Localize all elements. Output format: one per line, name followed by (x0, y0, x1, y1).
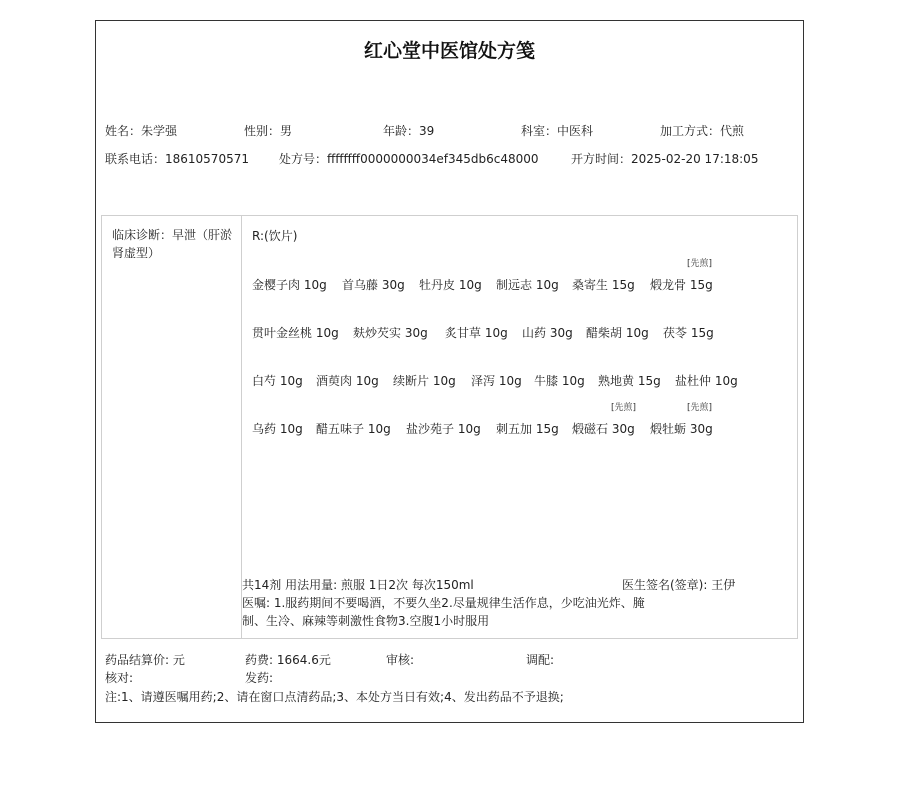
page-title: 红心堂中医馆处方笺 (363, 40, 535, 62)
herb-item: 乌药 10g (252, 422, 303, 436)
issue-field: 发药: (245, 671, 274, 685)
prescription-number: 处方号：ffffffff0000000034ef345db6c48000 (279, 152, 539, 166)
prescription-time: 开方时间：2025-02-20 17:18:05 (571, 152, 759, 166)
herb-note: [先煎] (687, 259, 713, 269)
herb-item: 刺五加 15g (496, 422, 559, 436)
doctor-advice: 医嘱: 1.服药期间不要喝酒，不要久坐2.尽量规律生活作息，少吃油光炸、腌制、生冷、麻辣等刺激性食物3.空腹1小时服用 (242, 596, 645, 628)
review-field: 审核: (386, 653, 415, 667)
herb-item: 牡丹皮 10g (419, 278, 482, 292)
herb-item: 山药 30g (522, 326, 573, 340)
herb-item: 酒萸肉 10g (316, 374, 379, 388)
patient-gender: 性别：男 (244, 124, 293, 138)
settlement-price: 药品结算价: 元 (105, 653, 185, 667)
check-field: 核对: (105, 671, 134, 685)
dispense-field: 调配: (526, 653, 555, 667)
herb-item: 熟地黄 15g (598, 374, 661, 388)
herb-note: [先煎] (687, 403, 713, 413)
herb-item: 煅磁石 30g (572, 422, 635, 436)
herb-item: 牛膝 10g (534, 374, 585, 388)
footer-notice: 注:1、请遵医嘱用药;2、请在窗口点清药品;3、本处方当日有效;4、发出药品不予退换; (105, 690, 564, 704)
herb-item: 贯叶金丝桃 10g (252, 326, 339, 340)
patient-age: 年龄：39 (383, 124, 435, 138)
herb-item: 炙甘草 10g (445, 326, 508, 340)
herb-item: 制远志 10g (496, 278, 559, 292)
doctor-signature: 医生签名(签章): 王伊 (622, 578, 736, 592)
herb-item: 金樱子肉 10g (252, 278, 327, 292)
patient-name: 姓名：朱学强 (105, 124, 178, 138)
rx-header: R:(饮片) (252, 229, 298, 243)
herb-note: [先煎] (611, 403, 637, 413)
clinical-diagnosis: 临床诊断：早泄（肝淤肾虚型） (112, 228, 233, 260)
herb-item: 茯苓 15g (663, 326, 714, 340)
herb-item: 续断片 10g (393, 374, 456, 388)
herb-item: 麸炒芡实 30g (353, 326, 428, 340)
herb-item: 煅龙骨 15g (650, 278, 713, 292)
contact-phone: 联系电话：18610570571 (105, 152, 249, 166)
herb-item: 首乌藤 30g (342, 278, 405, 292)
herb-item: 盐沙苑子 10g (406, 422, 481, 436)
herb-item: 煅牡蛎 30g (650, 422, 713, 436)
medicine-fee: 药费: 1664.6元 (245, 653, 331, 667)
herb-item: 醋五味子 10g (316, 422, 391, 436)
herb-item: 醋柴胡 10g (586, 326, 649, 340)
herb-item: 盐杜仲 10g (675, 374, 738, 388)
herb-item: 白芍 10g (252, 374, 303, 388)
processing-method: 加工方式：代煎 (660, 124, 745, 138)
usage-dosage: 共14剂 用法用量: 煎服 1日2次 每次150ml (242, 578, 474, 592)
herb-item: 桑寄生 15g (572, 278, 635, 292)
herb-item: 泽泻 10g (471, 374, 522, 388)
department: 科室：中医科 (521, 124, 594, 138)
